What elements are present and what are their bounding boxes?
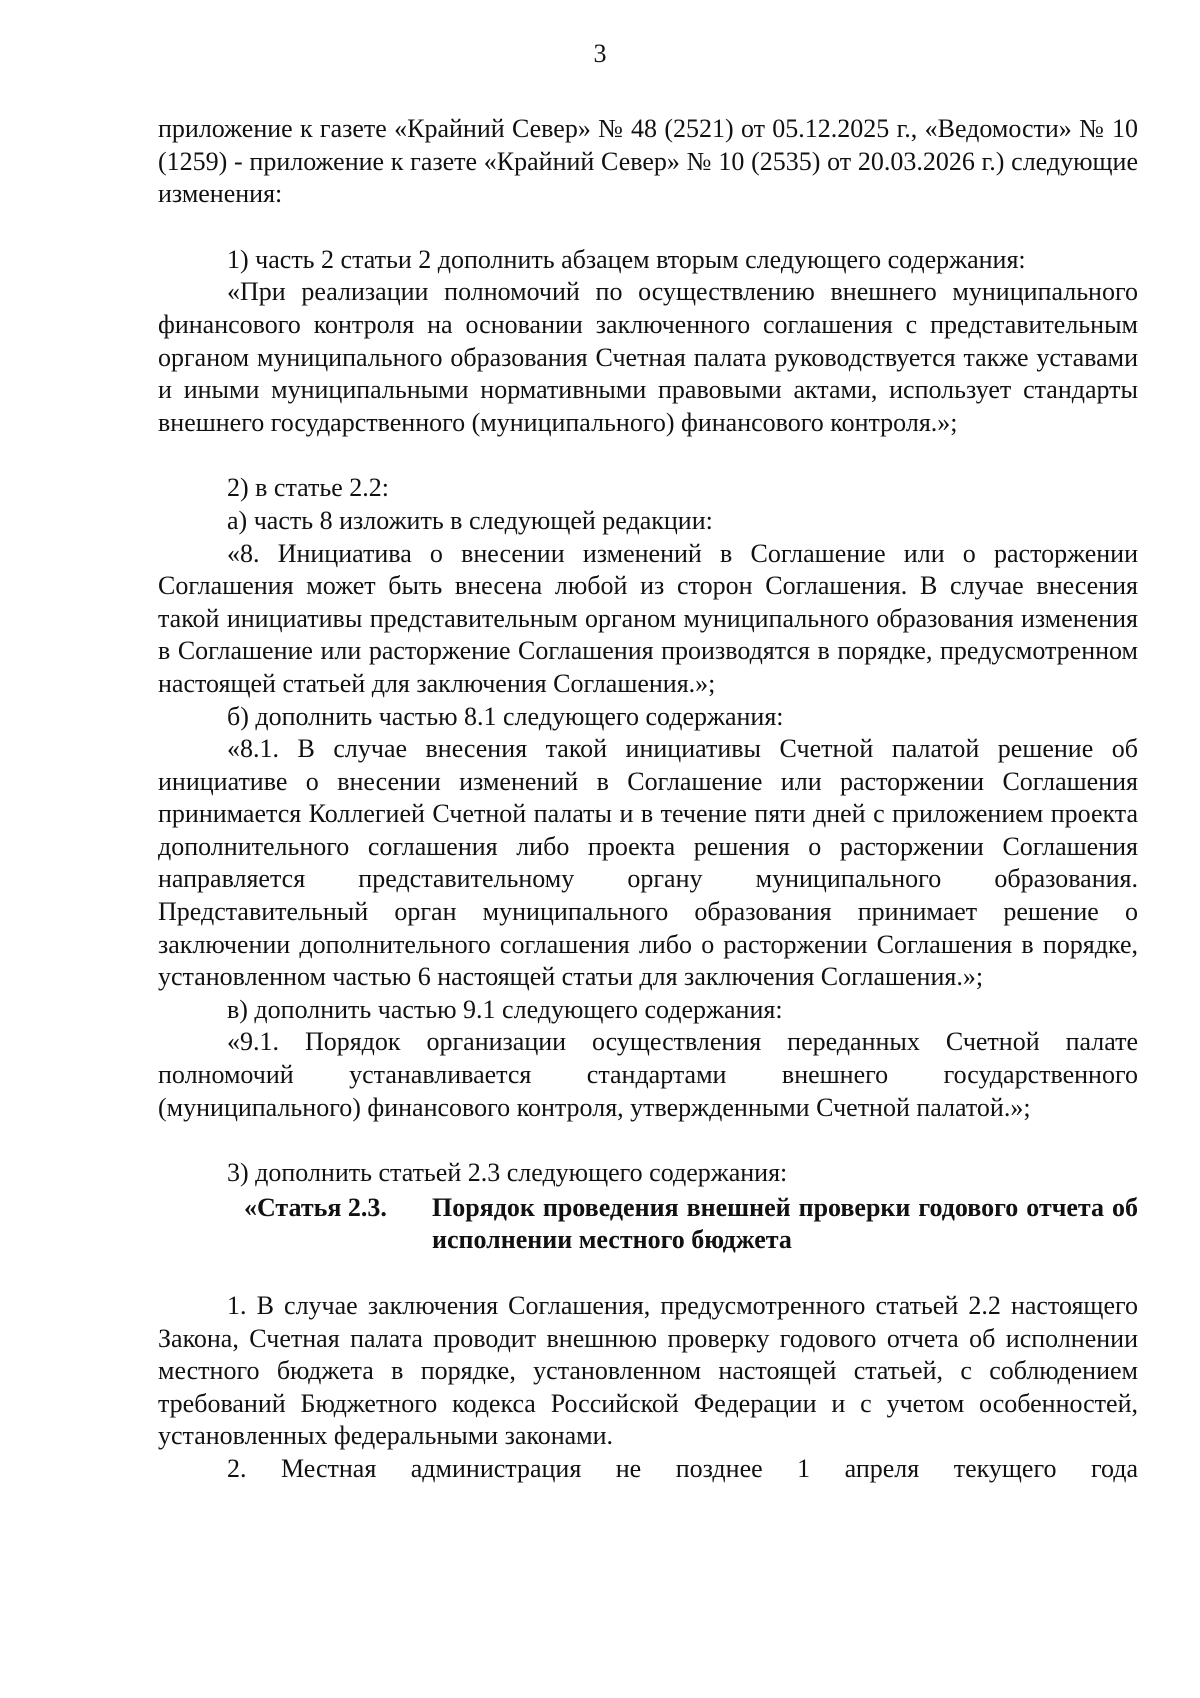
- intro-paragraph: приложение к газете «Крайний Север» № 48 (2521) от 05.12.2025 г., «Ведомости» № 10 (1259) - приложение к газете «Крайний Север» № 10 (2535) от 20.03.2026 г.) следующие изменения:: [158, 114, 1138, 209]
- item1-lead: 1) часть 2 статьи 2 дополнить абзацем вторым следующего содержания:: [227, 244, 1026, 274]
- item2-c-text: «9.1. Порядок организации осуществления переданных Счетной палате полномочий устанавливается стандартами внешнего государственного (муниципального) финансового контроля, утвержденными Счетной палатой.»;: [158, 1027, 1138, 1122]
- item2-a-text: «8. Инициатива о внесении изменений в Соглашение или о расторжении Соглашения может быть внесена любой из сторон Соглашения. В случае внесения такой инициативы представительным органом муниципального образования изменения в Соглашение или расторжение Соглашения производятся в порядке, предусмотренном настоящей статьей для заключения Соглашения.»;: [158, 538, 1138, 698]
- article-number: «Статья 2.3.: [244, 1192, 387, 1222]
- spacer: [158, 439, 1138, 472]
- article-paragraph-1: 1. В случае заключения Соглашения, предусмотренного статьей 2.2 настоящего Закона, Счетная палата проводит внешнюю проверку годового отчета об исполнении местного бюджета в порядке, установленном настоящей статьей, с соблюдением требований Бюджетного кодекса Российской Федерации и с учетом особенностей, установленных федеральными законами.: [158, 1291, 1138, 1451]
- spacer: [158, 211, 1138, 244]
- item2-b-lead: б) дополнить частью 8.1 следующего содержания:: [227, 701, 784, 731]
- spacer: [158, 1124, 1138, 1157]
- spacer: [158, 1257, 1138, 1290]
- item2-lead: 2) в статье 2.2:: [227, 473, 390, 503]
- article-title: Порядок проведения внешней проверки годового отчета об исполнении местного бюджета: [432, 1192, 1138, 1255]
- article-paragraph-2: 2. Местная администрация не позднее 1 апреля текущего года: [227, 1453, 1138, 1483]
- article-heading: [244, 1192, 1138, 1257]
- item3-lead: 3) дополнить статьей 2.3 следующего содержания:: [227, 1158, 788, 1188]
- item1-text: «При реализации полномочий по осуществлению внешнего муниципального финансового контроля на основании заключенного соглашения с представительным органом муниципального образования Счетная палата руководствуется также уставами и иными муниципальными нормативными правовыми актами, использует стандарты внешнего государственного (муниципального) финансового контроля.»;: [158, 277, 1138, 437]
- item2-c-lead: в) дополнить частью 9.1 следующего содержания:: [227, 994, 783, 1024]
- document-body: [158, 113, 1138, 1486]
- page-number: 3: [593, 39, 607, 68]
- item2-a-lead: а) часть 8 изложить в следующей редакции:: [227, 505, 713, 535]
- item2-b-text: «8.1. В случае внесения такой инициативы Счетной палатой решение об инициативе о внесении изменений в Соглашение или расторжении Соглашения принимается Коллегией Счетной палаты и в течение пяти дней с приложением проекта дополнительного соглашения либо проекта решения о расторжении Соглашения направляется представительному органу муниципального образования. Представительный орган муниципального образования принимает решение о заключении дополнительного соглашения либо о расторжении Соглашения в порядке, установленном частью 6 настоящей статьи для заключения Соглашения.»;: [158, 734, 1138, 992]
